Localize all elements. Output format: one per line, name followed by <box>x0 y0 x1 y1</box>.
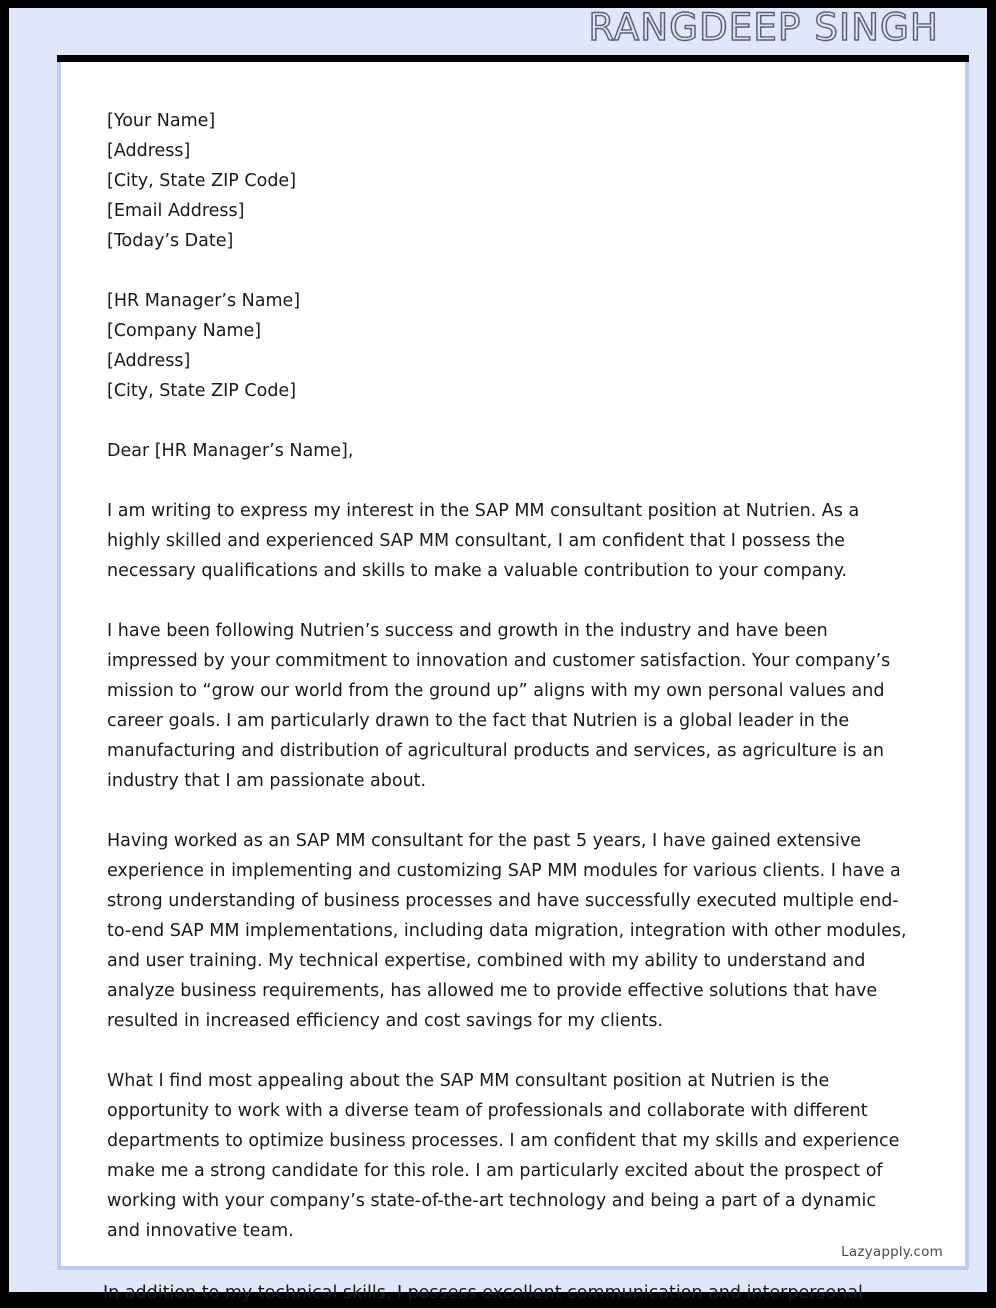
lazyapply-watermark: Lazyapply.com <box>841 1244 943 1260</box>
body-paragraph: Having worked as an SAP MM consultant for the past 5 years, I have gained extensive experience in implementing and customizing SAP MM modules for various clients. I have a strong understanding of business processes and have successfully executed multiple end-to-end SAP MM implementations, including data migration, integration with other modules, and user training. My technical expertise, combined with my ability to understand and analyze business requirements, has allowed me to provide effective solutions that have resulted in increased efficiency and cost savings for my clients. <box>107 831 907 1031</box>
recipient-address-line: [Company Name] <box>107 321 262 341</box>
body-paragraph: I am writing to express my interest in the SAP MM consultant position at Nutrien. As a highly skilled and experienced SAP MM consultant, I am confident that I possess the necessary qualifications and skills to make a valuable contribution to your company. <box>107 501 860 581</box>
letter-content <box>107 106 907 1246</box>
sender-address-block <box>107 106 907 256</box>
sender-address-line: [Email Address] <box>107 201 245 221</box>
salutation: Dear [HR Manager’s Name], <box>107 441 354 461</box>
spacer <box>107 466 907 496</box>
overflow-body-line: In addition to my technical skills, I possess excellent communication and interpersonal <box>103 1283 863 1303</box>
spacer <box>107 406 907 436</box>
body-paragraph: What I find most appealing about the SAP MM consultant position at Nutrien is the opportunity to work with a diverse team of professionals and collaborate with different departments to optimize business processes. I am confident that my skills and experience make me a strong candidate for this role. I am particularly excited about the prospect of working with your company’s state-of-the-art technology and being a part of a dynamic and innovative team. <box>107 1071 900 1241</box>
body-paragraph: I have been following Nutrien’s success and growth in the industry and have been impressed by your commitment to innovation and customer satisfaction. Your company’s mission to “grow our world from the ground up” aligns with my own personal values and career goals. I am particularly drawn to the fact that Nutrien is a global leader in the manufacturing and distribution of agricultural products and services, as agriculture is an industry that I am passionate about. <box>107 621 891 791</box>
sender-address-line: [Address] <box>107 141 191 161</box>
recipient-address-line: [HR Manager’s Name] <box>107 291 301 311</box>
recipient-address-line: [City, State ZIP Code] <box>107 381 297 401</box>
recipient-address-block <box>107 286 907 406</box>
sender-address-line: [Your Name] <box>107 111 216 131</box>
recipient-address-line: [Address] <box>107 351 191 371</box>
sender-address-line: [City, State ZIP Code] <box>107 171 297 191</box>
letter-page <box>57 62 969 1270</box>
header-divider-rule <box>57 55 969 62</box>
letterhead-header <box>9 8 987 47</box>
document-canvas <box>9 6 987 1303</box>
sender-address-line: [Today’s Date] <box>107 231 234 251</box>
letterhead-name: RANGDEEP SINGH <box>588 6 939 49</box>
spacer <box>107 256 907 286</box>
